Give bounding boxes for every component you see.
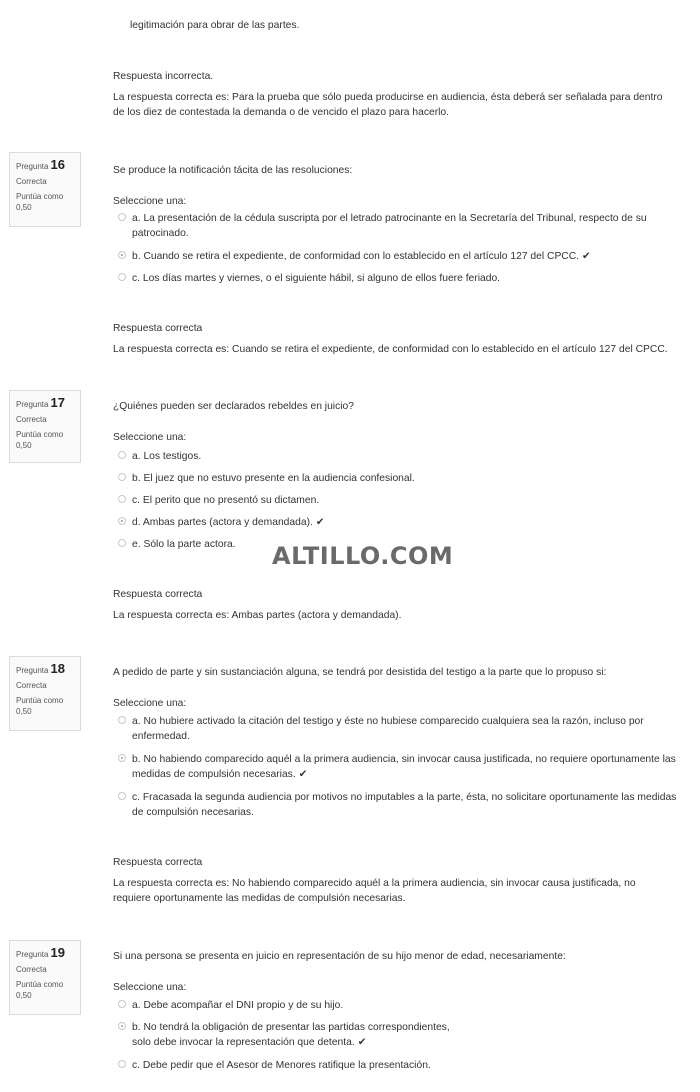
question-number: 17	[50, 395, 65, 410]
feedback-status: Respuesta correcta	[113, 857, 203, 868]
select-label: Seleccione una:	[113, 982, 187, 993]
answer-option-19a[interactable]	[118, 998, 683, 1013]
question-score: Puntúa como 0,50	[16, 430, 64, 450]
question-text-17: ¿Quiénes pueden ser declarados rebeldes en juicio?	[113, 401, 354, 412]
radio-button-selected[interactable]	[118, 251, 126, 259]
option-label: a. Debe acompañar el DNI propio y de su hijo.	[132, 1000, 344, 1011]
question-label: Pregunta	[16, 666, 49, 675]
question-info-17	[9, 390, 81, 463]
question-info-19	[9, 940, 81, 1015]
option-label: b. El juez que no estuvo presente en la audiencia confesional.	[132, 473, 415, 484]
answer-option-19b[interactable]	[118, 1020, 463, 1050]
radio-button-selected[interactable]	[118, 754, 126, 762]
radio-button[interactable]	[118, 273, 126, 281]
option-label: b. No tendrá la obligación de presentar las partidas correspondientes, solo debe invocar la representación que detenta.	[132, 1022, 450, 1048]
radio-button-selected[interactable]	[118, 517, 126, 525]
radio-button[interactable]	[118, 792, 126, 800]
feedback-answer: La respuesta correcta es: No habiendo comparecido aquél a la primera audiencia, sin invocar causa justificada, no requiere oportunamente las medidas de compulsión necesarias.	[113, 878, 636, 904]
answer-option-17d[interactable]	[118, 515, 683, 530]
checkmark-icon: ✔	[315, 517, 325, 528]
feedback-status: Respuesta correcta	[113, 323, 203, 334]
answer-option-18c[interactable]	[118, 790, 683, 820]
feedback-status: Respuesta incorrecta.	[113, 71, 214, 82]
question-text-18: A pedido de parte y sin sustanciación alguna, se tendrá por desistida del testigo a la parte que lo propuso si:	[113, 667, 607, 678]
question-score: Puntúa como 0,50	[16, 980, 64, 1000]
option-label: c. Debe pedir que el Asesor de Menores ratifique la presentación.	[132, 1060, 431, 1071]
select-label: Seleccione una:	[113, 432, 187, 443]
radio-button[interactable]	[118, 1060, 126, 1068]
feedback-answer: La respuesta correcta es: Para la prueba que sólo pueda producirse en audiencia, ésta deberá ser señalada para dentro de los diez de contestada la demanda o de vencido el plazo para hacerlo.	[113, 92, 663, 118]
answer-option-19c[interactable]	[118, 1058, 683, 1073]
feedback-answer: La respuesta correcta es: Ambas partes (actora y demandada).	[113, 610, 402, 621]
question-label: Pregunta	[16, 400, 49, 409]
option-label: e. Sólo la parte actora.	[132, 539, 236, 550]
question-number: 19	[50, 945, 65, 960]
feedback-answer: La respuesta correcta es: Cuando se retira el expediente, de conformidad con lo establecido en el artículo 127 del CPCC.	[113, 344, 668, 355]
question-state: Correcta	[16, 681, 47, 690]
watermark: ALTILLO.COM	[272, 542, 454, 570]
radio-button[interactable]	[118, 1000, 126, 1008]
radio-button[interactable]	[118, 716, 126, 724]
option-label: c. Fracasada la segunda audiencia por motivos no imputables a la parte, ésta, no solicitare oportunamente las medidas de compulsión necesarias.	[132, 792, 677, 818]
question-info-16	[9, 152, 81, 227]
checkmark-icon: ✔	[298, 769, 308, 780]
question-number: 16	[50, 157, 65, 172]
radio-button[interactable]	[118, 473, 126, 481]
radio-button[interactable]	[118, 213, 126, 221]
option-label: a. La presentación de la cédula suscripta por el letrado patrocinante en la Secretaría del Tribunal, respecto de su patrocinado.	[132, 213, 647, 239]
select-label: Seleccione una:	[113, 698, 187, 709]
question-label: Pregunta	[16, 162, 49, 171]
answer-option-18b[interactable]	[118, 752, 683, 782]
answer-option-16a[interactable]	[118, 211, 683, 241]
question-text-19: Si una persona se presenta en juicio en representación de su hijo menor de edad, necesariamente:	[113, 951, 566, 962]
radio-button[interactable]	[118, 539, 126, 547]
radio-button[interactable]	[118, 495, 126, 503]
checkmark-icon: ✔	[357, 1037, 367, 1048]
option-label: a. No hubiere activado la citación del testigo y éste no hubiese comparecido cualquiera sea la razón, incluso por enfermedad.	[132, 716, 644, 742]
option-label: a. Los testigos.	[132, 451, 202, 462]
select-label: Seleccione una:	[113, 196, 187, 207]
option-label: d. Ambas partes (actora y demandada).	[132, 517, 313, 528]
radio-button[interactable]	[118, 451, 126, 459]
question-text-16: Se produce la notificación tácita de las resoluciones:	[113, 165, 353, 176]
answer-option-17a[interactable]	[118, 449, 683, 464]
question-state: Correcta	[16, 177, 47, 186]
radio-button-selected[interactable]	[118, 1022, 126, 1030]
answer-option-16b[interactable]	[118, 249, 683, 264]
option-label: b. Cuando se retira el expediente, de conformidad con lo establecido en el artículo 127 del CPCC.	[132, 251, 580, 262]
question-state: Correcta	[16, 415, 47, 424]
question-state: Correcta	[16, 965, 47, 974]
checkmark-icon: ✔	[582, 251, 591, 262]
option-label: c. Los días martes y viernes, o el siguiente hábil, si alguno de ellos fuere feriado.	[132, 273, 501, 284]
answer-option-17c[interactable]	[118, 493, 683, 508]
question-label: Pregunta	[16, 950, 49, 959]
question-score: Puntúa como 0,50	[16, 696, 64, 716]
feedback-status: Respuesta correcta	[113, 589, 203, 600]
previous-question-text: legitimación para obrar de las partes.	[130, 20, 300, 31]
option-label: b. No habiendo comparecido aquél a la primera audiencia, sin invocar causa justificada, no requiere oportunamente las medidas de compulsión necesarias.	[132, 754, 676, 780]
answer-option-17b[interactable]	[118, 471, 683, 486]
option-label: c. El perito que no presentó su dictamen.	[132, 495, 320, 506]
answer-option-16c[interactable]	[118, 271, 683, 286]
question-info-18	[9, 656, 81, 731]
question-score: Puntúa como 0,50	[16, 192, 64, 212]
answer-option-18a[interactable]	[118, 714, 683, 744]
question-number: 18	[50, 661, 65, 676]
